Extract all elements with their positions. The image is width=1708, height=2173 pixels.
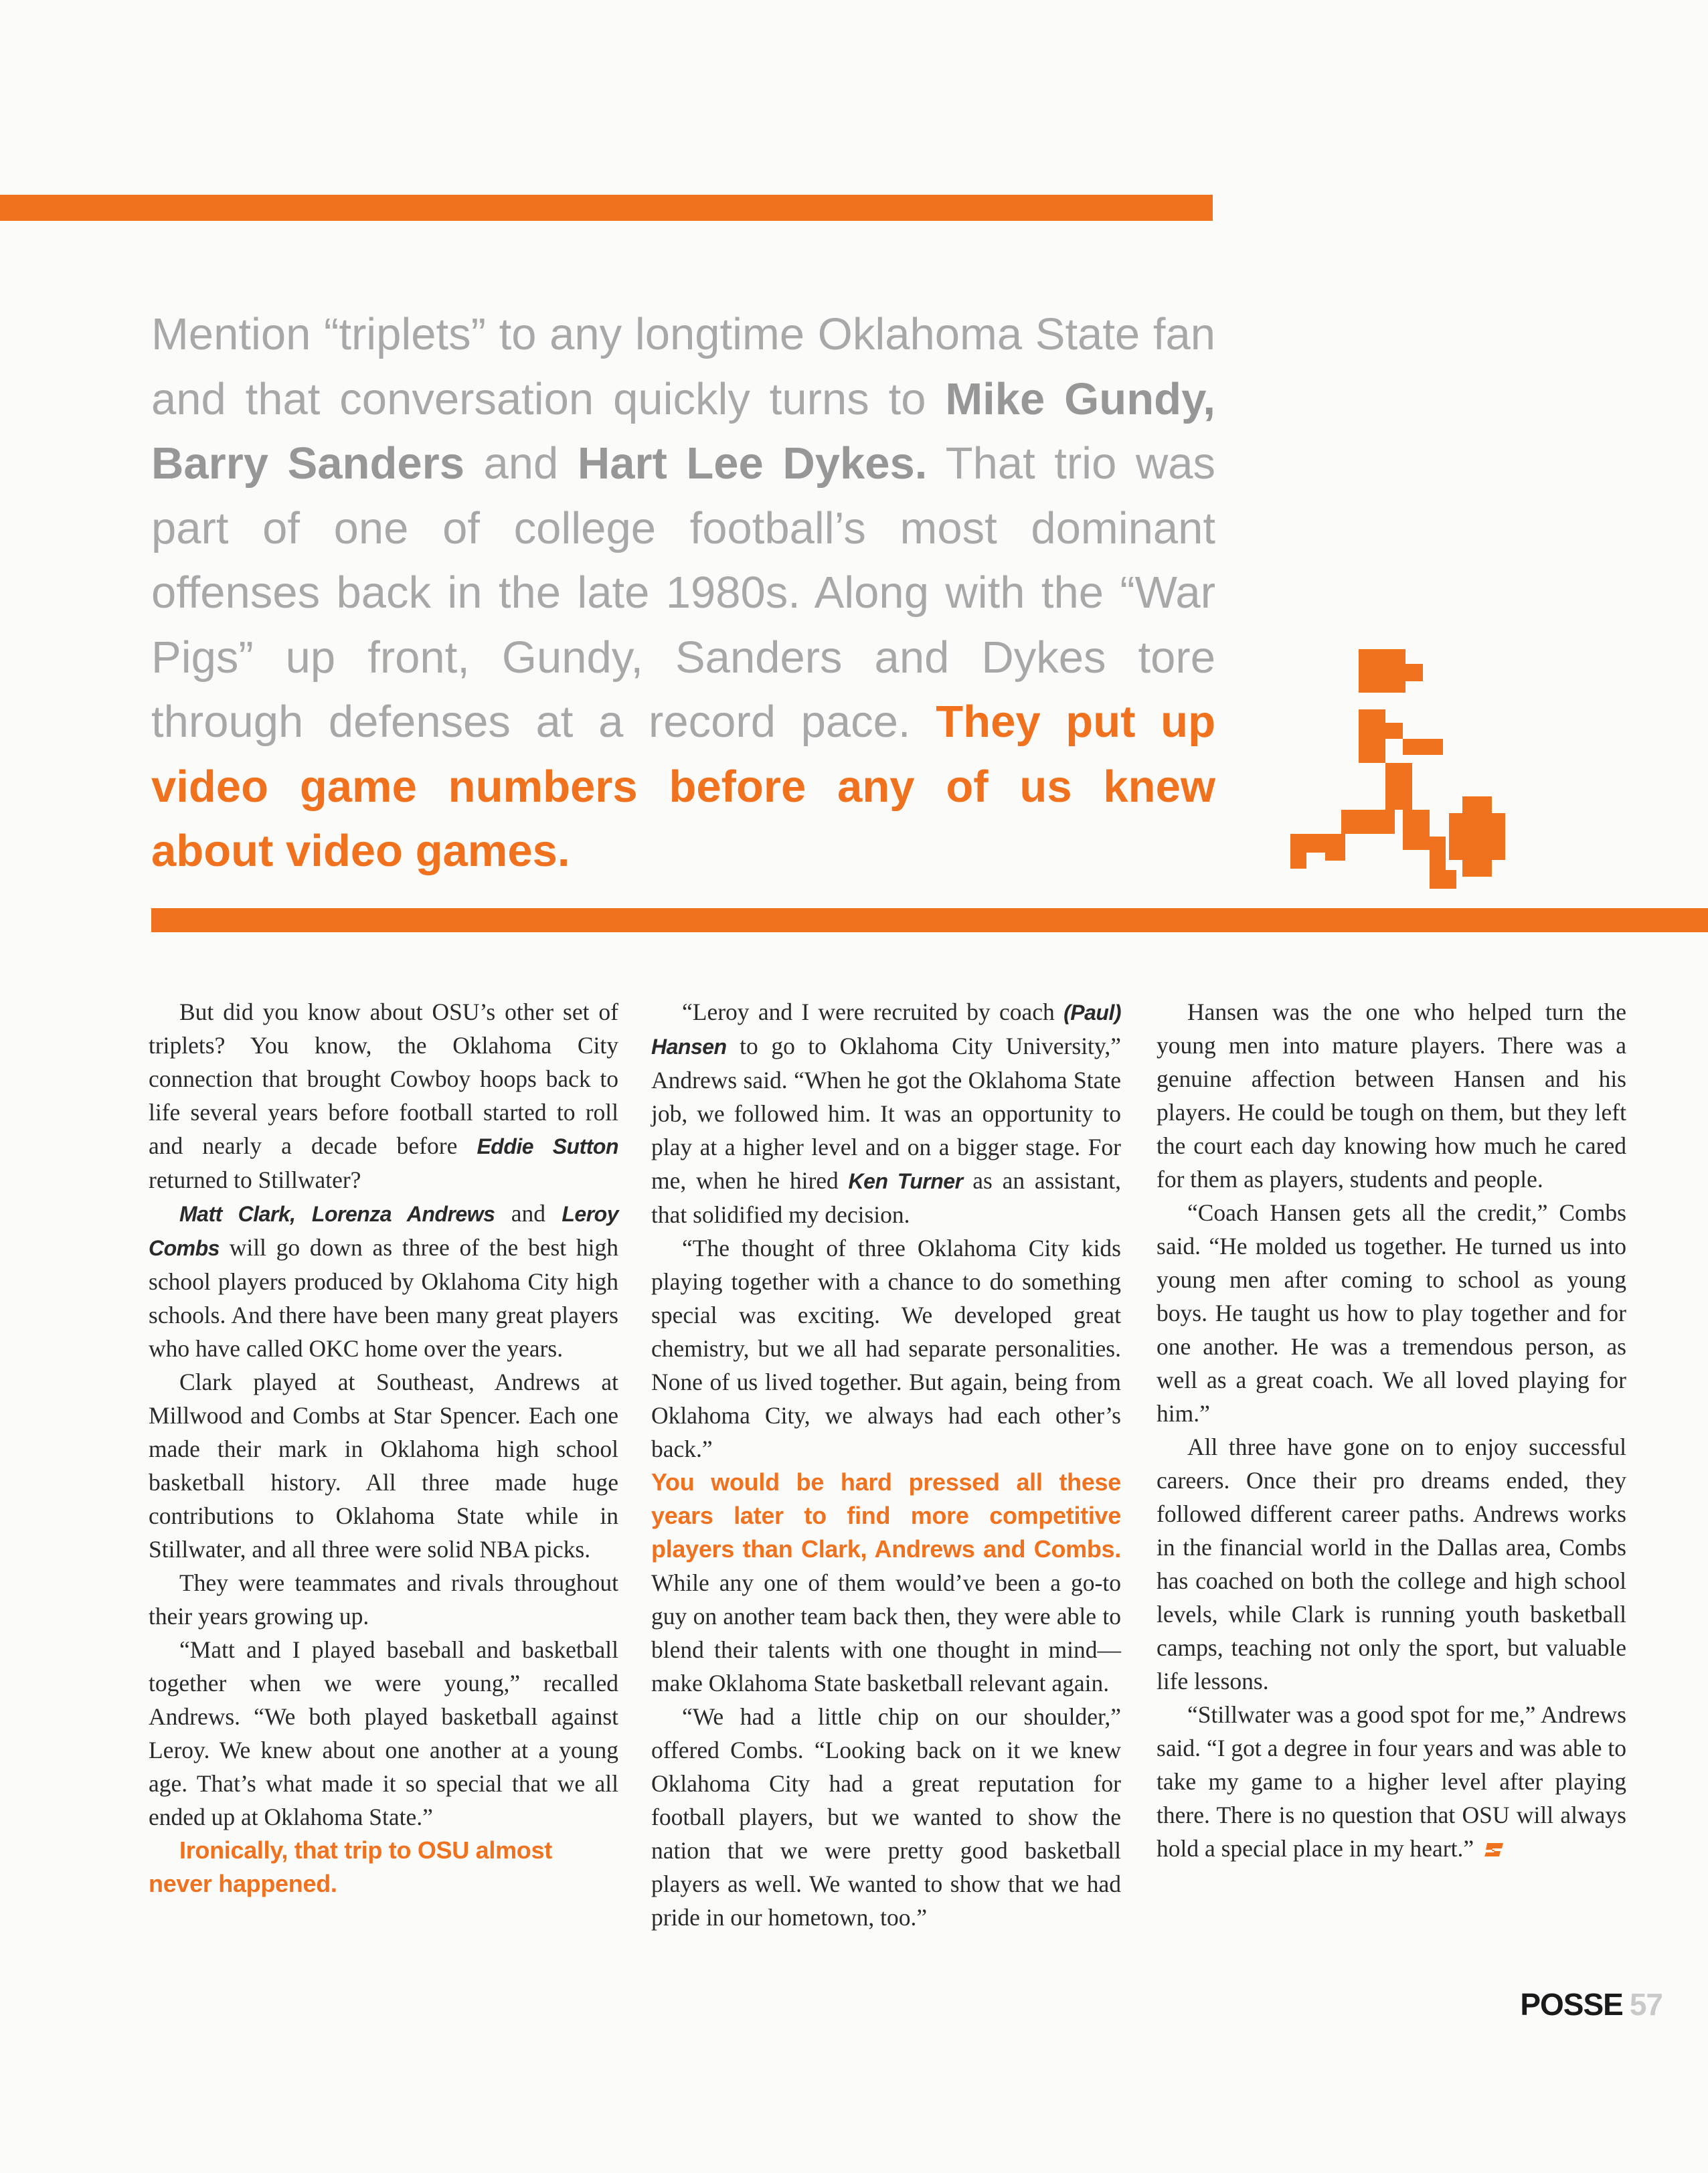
paragraph: “Stillwater was a good spot for me,” Andrews said. “I got a degree in four years and was able to take my game to a higher level after playing there. There is no question that OSU will always hold a special place in my heart.”	[1157, 1701, 1626, 1862]
paragraph: Matt Clark, Lorenza Andrews and Leroy Combs will go down as three of the best high school players produced by Oklahoma City high schools. And there have been many great players who have called OKC home over the years.	[149, 1200, 618, 1362]
person-name: Ken Turner	[848, 1169, 963, 1193]
intro-text: and	[464, 438, 578, 489]
paragraph: Clark played at Southeast, Andrews at Millwood and Combs at Star Spencer. Each one made their mark in Oklahoma high school basketball history. All three made huge contributions to Oklahoma State while in Stillwater, and all three were solid NBA picks.	[149, 1369, 618, 1563]
intro-name: Barry Sanders	[151, 438, 464, 489]
person-name: (Paul) Hansen	[651, 1001, 1121, 1059]
intro-text: Mention “triplets” to any longtime Oklahoma State fan and that conversation quickly turns to	[151, 309, 1215, 424]
paragraph: “Leroy and I were recruited by coach (Paul) Hansen to go to Oklahoma City University,” Andrews said. “When he got the Oklahoma State job, we followed him. It was an opportunity to play at a higher level and on a bigger stage. For me, when he hired Ken Turner as an assistant, that solidified my decision.	[651, 998, 1121, 1228]
article-column-3	[1157, 995, 1626, 1865]
paragraph: Hansen was the one who helped turn the young men into mature players. There was a genuine affection between Hansen and his players. He could be tough on them, but they left the court each day knowing how much he cared for them as players, students and people.	[1157, 998, 1626, 1193]
top-orange-bar	[0, 195, 1213, 221]
pull-quote: You would be hard pressed all these years later to find more competitive players than Clark, Andrews and Combs.	[651, 1468, 1121, 1563]
intro-paragraph	[151, 302, 1215, 884]
pixel-football-player-icon	[1285, 642, 1546, 910]
intro-highlight: They put up video game numbers before any of us knew about video games.	[151, 697, 1215, 876]
paragraph: “Matt and I played baseball and basketball together when we were young,” recalled Andrews. “We both played basketball against Leroy. We knew about one another at a young age. That’s what made it so special that we all ended up at Oklahoma State.”	[149, 1636, 618, 1830]
paragraph: But did you know about OSU’s other set of triplets? You know, the Oklahoma City connection that brought Cowboy hoops back to life several years before football started to roll and nearly a decade before Eddie Sutton returned to Stillwater?	[149, 998, 618, 1193]
person-name: Matt Clark,	[179, 1202, 296, 1226]
article-column-1	[149, 995, 618, 1901]
middle-orange-bar	[151, 908, 1708, 932]
end-mark-icon	[1483, 1840, 1506, 1859]
intro-name: Hart Lee Dykes.	[577, 438, 928, 489]
magazine-name: POSSE	[1520, 1987, 1623, 2022]
paragraph: “The thought of three Oklahoma City kids playing together with a chance to do something special was exciting. We developed great chemistry, but we all had separate personalities. None of us lived together. But again, being from Oklahoma City, we always had each other’s back.”	[651, 1235, 1121, 1462]
page-number: 57	[1629, 1987, 1662, 2022]
paragraph: “Coach Hansen gets all the credit,” Combs said. “He molded us together. He turned us into young men after coming to school as young boys. He taught us how to play together and for one another. He was a tremendous person, as well as a great coach. We all loved playing for him.”	[1157, 1199, 1626, 1427]
paragraph: “We had a little chip on our shoulder,” offered Combs. “Looking back on it we knew Oklahoma City had a great reputation for football players, but we wanted to show the nation that we were pretty good basketball players as well. We wanted to show that we had pride in our hometown, too.”	[651, 1703, 1121, 1931]
paragraph: They were teammates and rivals throughout their years growing up.	[149, 1569, 618, 1630]
intro-text: That trio was part of one of college football’s most dominant offenses back in the late 1980s. Along with the “War Pigs” up front, Gundy, Sanders and Dykes tore through defenses at a record pace.	[151, 438, 1215, 747]
article-column-2	[651, 995, 1121, 1934]
person-name: Eddie Sutton	[477, 1134, 618, 1158]
pull-quote: Ironically, that trip to OSU almost never happened.	[149, 1836, 552, 1897]
person-name: Lorenza Andrews	[311, 1202, 495, 1226]
paragraph: You would be hard pressed all these years later to find more competitive players than Clark, Andrews and Combs. While any one of them would’ve been a go-to guy on another team back then, they were able to blend their talents with one thought in mind—make Oklahoma State basketball relevant again.	[651, 1468, 1121, 1697]
intro-name: Mike Gundy,	[945, 373, 1215, 424]
person-name: Leroy Combs	[149, 1202, 618, 1260]
page-footer	[1520, 1986, 1662, 2022]
paragraph: All three have gone on to enjoy successful careers. Once their pro dreams ended, they followed different career paths. Andrews works in the financial world in the Dallas area, Combs has coached on both the college and high school levels, while Clark is running youth basketball camps, teaching not only the sport, but valuable life lessons.	[1157, 1433, 1626, 1694]
